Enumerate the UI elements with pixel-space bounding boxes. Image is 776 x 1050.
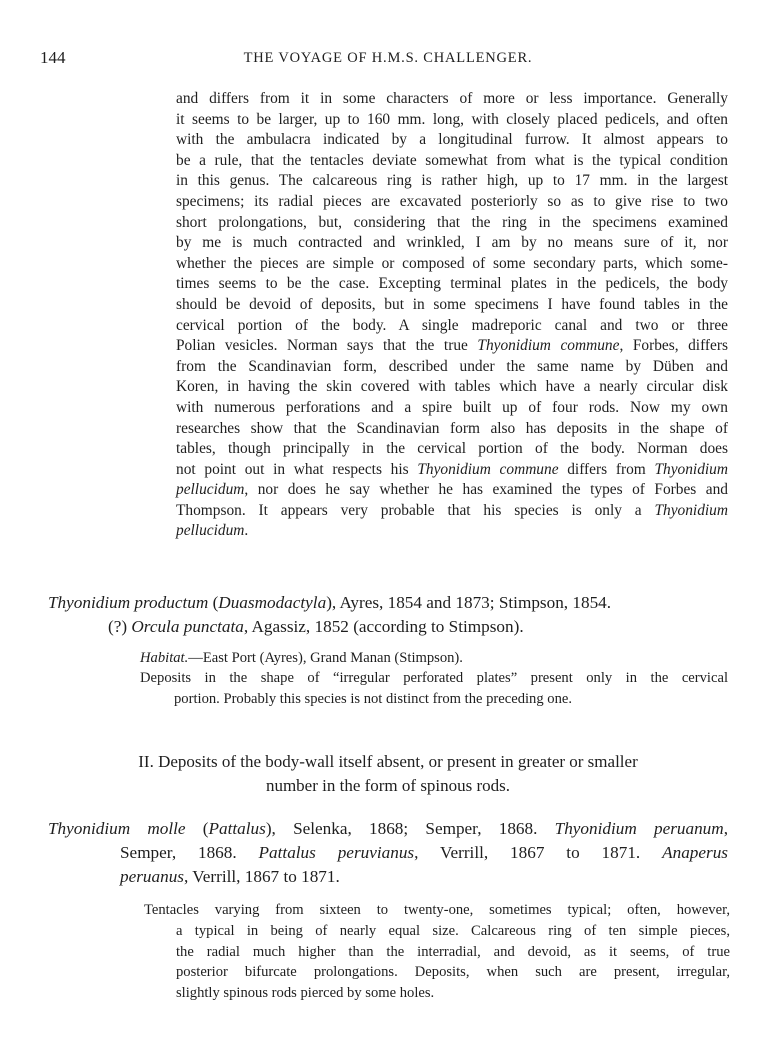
text-line: whether the pieces are simple or composed of some secondary parts, which some- — [176, 254, 728, 272]
text-line: tables, though principally in the cervical portion of the body. Norman does — [176, 440, 728, 458]
text-line: Thompson. It appears very probable that his species is only a Thyonidium — [176, 501, 728, 519]
text-line: and differs from it in some characters of more or less importance. Generally — [176, 90, 728, 107]
deposits-paragraph — [140, 668, 728, 689]
species-heading-molle — [48, 817, 728, 841]
text-line: be a rule, that the tentacles deviate somewhat from what is the typical condition — [176, 151, 728, 169]
running-title: THE VOYAGE OF H.M.S. CHALLENGER. — [243, 50, 533, 66]
text-line: slightly spinous rods pierced by some holes. — [176, 984, 435, 1001]
text-line: Deposits in the shape of “irregular perforated plates” present only in the cervical — [140, 670, 728, 686]
section-heading-line-1: II. Deposits of the body-wall itself absent, or present in greater or smaller — [138, 752, 638, 771]
species-heading-line: peruanus, Verrill, 1867 to 1871. — [120, 867, 340, 886]
text-line: with numerous perforations and a spire built up of four rods. Now my own — [176, 398, 728, 416]
text-line: Koren, in having the skin covered with tables which have a nearly circular disk — [176, 378, 728, 396]
text-line: not point out in what respects his Thyonidium commune differs from Thyonidium — [176, 460, 728, 478]
section-heading-line-2: number in the form of spinous rods. — [265, 776, 511, 795]
text-line: a typical in being of nearly equal size. Calcareous ring of ten simple pieces, — [176, 923, 730, 939]
habitat-label: Habitat. — [140, 650, 189, 666]
text-line: times seems to be the case. Excepting terminal plates in the pedicels, the body — [176, 275, 728, 293]
species-heading-molle-cont — [120, 841, 728, 889]
text-line: pellucidum. — [176, 522, 249, 540]
text-line: should be devoid of deposits, but in some specimens I have found tables in the — [176, 295, 728, 313]
text-line: pellucidum, nor does he say whether he has examined the types of Forbes and — [176, 481, 728, 499]
text-line: researches show that the Scandinavian form also has deposits in the shape of — [176, 419, 728, 437]
text-line: Polian vesicles. Norman says that the true Thyonidium commune, Forbes, differs — [176, 337, 728, 355]
deposits-paragraph-cont — [174, 689, 728, 710]
species-heading-productum — [48, 591, 728, 615]
habitat-line — [140, 648, 730, 669]
molle-description — [176, 921, 730, 1003]
text-line: posterior bifurcate prolongations. Deposits, when such are present, irregular, — [176, 964, 730, 981]
species-heading-line: (?) Orcula punctata, Agassiz, 1852 (according to Stimpson). — [108, 617, 524, 636]
species-heading-line: Thyonidium molle (Pattalus), Selenka, 1868; Semper, 1868. Thyonidium peruanum, — [48, 819, 728, 838]
molle-description-first — [144, 900, 730, 921]
text-line: cervical portion of the body. A single madreporic canal and two or three — [176, 316, 728, 334]
text-line: specimens; its radial pieces are excavated posteriorly so as to give rise to two — [176, 192, 728, 210]
text-line: it seems to be larger, up to 160 mm. long, with closely placed pedicels, and often — [176, 110, 728, 128]
text-line: the radial much higher than the interradial, and devoid, as it seems, of true — [176, 943, 730, 960]
text-line: from the Scandinavian form, described under the same name by Düben and — [176, 357, 728, 375]
text-line: portion. Probably this species is not distinct from the preceding one. — [174, 691, 573, 707]
text-line: in this genus. The calcareous ring is rather high, up to 17 mm. in the largest — [176, 172, 728, 190]
species-heading-line: Thyonidium productum (Duasmodactyla), Ayres, 1854 and 1873; Stimpson, 1854. — [48, 593, 612, 612]
intro-paragraph — [176, 89, 728, 542]
species-synonym-orcula — [108, 615, 728, 639]
text-line: short prolongations, but, considering that the ring in the specimens examined — [176, 213, 728, 231]
text-line: with the ambulacra indicated by a longitudinal furrow. It almost appears to — [176, 131, 728, 149]
text-line: Tentacles varying from sixteen to twenty-one, sometimes typical; often, however, — [144, 902, 730, 918]
habitat-text: —East Port (Ayres), Grand Manan (Stimpson). — [188, 650, 463, 666]
text-line: by me is much contracted and wrinkled, I am by no means sure of it, nor — [176, 234, 728, 252]
species-heading-line: Semper, 1868. Pattalus peruvianus, Verrill, 1867 to 1871. Anaperus — [120, 843, 728, 862]
page-number: 144 — [40, 48, 66, 67]
